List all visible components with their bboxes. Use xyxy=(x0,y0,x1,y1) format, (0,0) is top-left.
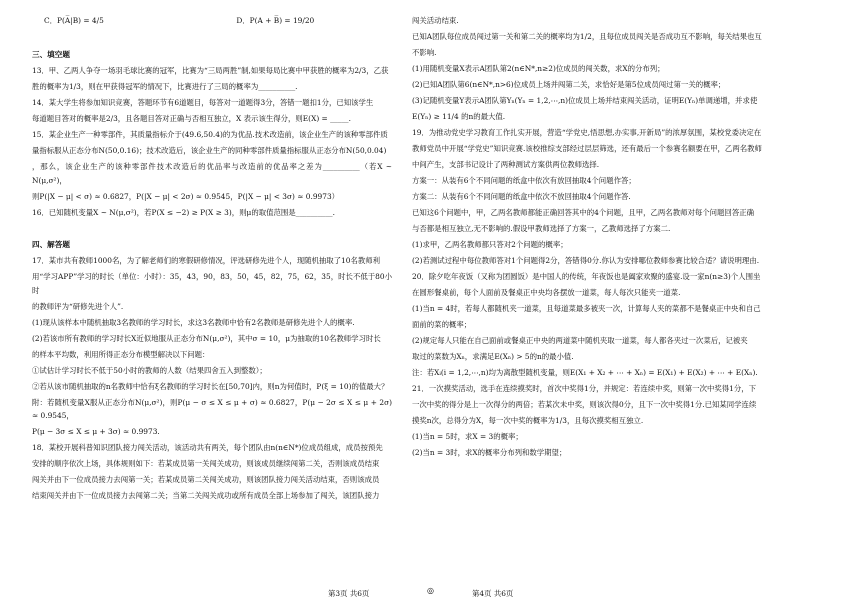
question-15-line-4: 则P(|X − μ| < σ) ≈ 0.6827，P(|X − μ| < 2σ) ≈ 0.9545，P(|X − μ| < 3σ) ≈ 0.9973） xyxy=(32,191,340,201)
question-20-part-1: (1)当n = 4时，若每人都随机夹一道菜，且每道菜最多被夹一次，计算每人夹的菜都不是餐桌正中央和自己 xyxy=(412,304,761,313)
question-18-line-3: 闯关并由下一位成员接力去闯第一关；若某成员第二关闯关成功，则该团队接力闯关活动结束，否则该成员 xyxy=(32,475,380,485)
question-14-line-1: 14．某大学生将参加知识竞赛，答题环节有6道题目，每答对一道题得3分，答错一题扣1分，已知该学生 xyxy=(32,98,374,108)
question-17-line-6: 的样本平均数，利用所得正态分布模型解决以下问题： xyxy=(32,349,210,359)
question-18-line-2: 安排的顺序依次上场，具体规则如下：若某成员第一关闯关成功，则该成员继续闯第二关，否则该成员结束 xyxy=(32,459,380,469)
q18-part-3: (3)记随机变量Y表示A团队第Yₙ(Yₙ = 1,2,⋯,n)位成员上场并结束闯关活动，证明E(Yₙ)单调递增，并求使 xyxy=(412,96,758,105)
left-page-number: 第3页 共6页 xyxy=(328,589,370,598)
option-d: D．P(A + B̅) = 19/20 xyxy=(236,16,315,25)
question-17-sub-1: ①试估计学习时长不低于50小时的教师的人数（结果四舍五入到整数）； xyxy=(32,365,267,375)
question-20-part-2-cont: 取过的菜数为Xₙ，求满足E(Xₙ) > 5的n的最小值. xyxy=(412,352,574,361)
question-21-part-2: (2)当n = 3时，求X的概率分布列和数学期望； xyxy=(412,448,567,457)
question-17-line-2: 用“学习APP”学习的时长（单位：小时）：35，43，90，83，50，45，82，75，62，35，时长不低于80小时 xyxy=(32,272,392,295)
question-13-line-1: 13．甲、乙两人争夺一场羽毛球比赛的冠军，比赛为“三局两胜”制,如果每局比赛中甲获胜的概率为2/3，乙获 xyxy=(32,66,389,76)
question-19-line-2: 教师党员中开展“学党史”知识竞赛.该校推综支部经过层层筛选，还有最后一个参赛名额要在甲，乙两名教师 xyxy=(412,144,762,153)
question-19-line-7: 与否都是相互独立,无不影响的.假设甲教师选择了方案一，乙教师选择了方案二. xyxy=(412,224,671,233)
section-fill-in-heading: 三、填空题 xyxy=(32,50,70,59)
question-21-part-1: (1)当n = 5时，求X = 3的概率； xyxy=(412,432,523,441)
question-20-part-2: (2)规定每人只能在自己面前或餐桌正中央的两道菜中随机夹取一道菜，每人都各夹过一次菜后，记被夹 xyxy=(412,336,748,345)
question-17-line-3: 的教师评为“研修先进个人”. xyxy=(32,301,124,311)
question-19-line-3: 中间产生，支部书记设计了两种测试方案供两位教师选择. xyxy=(412,160,600,169)
q18-part-2: (2)已知A团队第6(n∈N*,n>6)位成员上场并闯第二关，求恰好是第5位成员闯过第一关的概率； xyxy=(412,80,726,89)
question-19-plan-2: 方案二：从装有6个不同问题的纸盒中依次不放回抽取4个问题作答. xyxy=(412,192,631,201)
question-19-line-6: 已知这6个问题中，甲，乙两名教师都能正确回答其中的4个问题，且甲，乙两名教师对每个问题回答正确 xyxy=(412,208,754,217)
question-17-appendix-2: P(μ − 3σ ≤ X ≤ μ + 3σ) ≈ 0.9973. xyxy=(32,427,160,437)
question-20-line-2: 在圆形餐桌前，每个人面前及餐桌正中央均各摆放一道菜，每人每次只能夹一道菜. xyxy=(412,288,681,297)
section-answer-heading: 四、解答题 xyxy=(32,239,70,249)
q18-condition-2: 不影响. xyxy=(412,48,437,57)
question-15-line-1: 15．某企业生产一种零部件，其质量指标介于(49.6,50.4)的为优品.技术改造前，该企业生产的该种零部件质 xyxy=(32,130,388,140)
options-row xyxy=(32,14,392,27)
question-20-line-1: 20．除夕吃年夜饭（又称为团圆饭）是中国人的传统，年夜饭也是阖家欢聚的盛宴.设一家n(n≥3)个人围坐 xyxy=(412,272,761,281)
question-20-note: 注：若Xᵢ(i = 1,2,⋯,n)均为离散型随机变量，则E(X₁ + X₂ + ⋯ + Xₙ) = E(X₁) + E(X₂) + ⋯ + E(Xₙ). xyxy=(412,368,758,377)
question-20-part-1-cont: 面前的菜的概率； xyxy=(412,320,472,329)
question-21-line-1: 21．一次摸奖活动，选手在连续摸奖时，首次中奖得1分，并规定：若连续中奖，则第一次中奖得1分，下 xyxy=(412,384,757,393)
question-17-sub-2: ②若从该市随机抽取的n名教师中恰有ξ名教师的学习时长在[50,70]内，则n为何值时，P(ξ = 10)的值最大？ xyxy=(32,381,389,391)
question-13-line-2: 胜的概率为1/3，则在甲获得冠军的情况下，比赛进行了三局的概率为__________. xyxy=(32,82,298,92)
q18-part-3-cont: E(Yₙ) ≥ 11/4 的n的最大值. xyxy=(412,112,506,121)
question-17-appendix-1: 附：若随机变量X服从正态分布N(μ,σ²)，则P(μ − σ ≤ X ≤ μ + σ) ≈ 0.6827，P(μ − 2σ ≤ X ≤ μ + 2σ) ≈ 0.9545， xyxy=(32,397,392,421)
right-column xyxy=(412,14,822,462)
page-divider-icon: ◎ xyxy=(427,586,434,595)
q18-condition-1: 已知A团队每位成员闯过第一关和第二关的概率均为1/2，且每位成员闯关是否成功互不影响，每关结果也互 xyxy=(412,32,762,41)
question-19-part-1: (1)求甲，乙两名教师都只答对2个问题的概率； xyxy=(412,240,568,249)
question-19-plan-1: 方案一：从装有6个不同问题的纸盒中依次有放回抽取4个问题作答； xyxy=(412,176,636,185)
question-21-line-3: 摸奖n次，总得分为X，每一次中奖的概率为1/3，且每次摸奖相互独立. xyxy=(412,416,644,425)
option-c: C．P(A̅|B) = 4/5 xyxy=(44,16,104,25)
question-18-line-4: 结束闯关并由下一位成员接力去闯第二关；当第二关闯关成功或所有成员全部上场参加了闯关，该团队接力 xyxy=(32,491,380,501)
question-19-part-2: (2)若测试过程中每位教师答对1个问题得2分，答错得0分.你认为安排哪位教师参赛比较合适？请说明理由. xyxy=(412,256,760,265)
question-19-line-1: 19．为推动党史学习教育工作扎实开展，营造“学党史,悟思想,办实事,开新局”的浓厚氛围，某校党委决定在 xyxy=(412,128,762,137)
question-15-line-2: 量指标服从正态分布N(50,0.16)；技术改造后，该企业生产的同种零部件质量指标服从正态分布N(50,0.04) xyxy=(32,146,387,156)
question-17-line-1: 17．某市共有教师1000名，为了解老师们的寒假研修情况，评选研修先进个人，现随机抽取了10名教师利 xyxy=(32,256,381,266)
question-15-line-3: ，那么，该企业生产的该种零部件技术改造后的优品率与改造前的优品率之差为__________（若X ~ N(μ,σ²)， xyxy=(32,162,392,185)
question-21-line-2: 一次中奖的得分是上一次得分的两倍；若某次未中奖，则该次得0分，且下一次中奖得1分.已知某同学连续 xyxy=(412,400,757,409)
left-column xyxy=(32,14,392,505)
q18-part-1: (1)用随机变量X表示A团队第2(n∈N*,n≥2)位成员的闯关数，求X的分布列； xyxy=(412,64,665,73)
q18-continue: 闯关活动结束. xyxy=(412,16,459,25)
question-18-line-1: 18．某校开展科普知识团队接力闯关活动，该活动共有两关，每个团队由n(n∈N*)位成员组成，成员按预先 xyxy=(32,443,383,453)
question-14-line-2: 每道题目答对的概率是2/3，且各题目答对正确与否相互独立，X 表示该生得分，则E(X) = _____. xyxy=(32,114,351,124)
question-17-part-1: (1)现从该样本中随机抽取3名教师的学习时长，求这3名教师中恰有2名教师是研修先进个人的概率. xyxy=(32,317,355,327)
right-page-number: 第4页 共6页 xyxy=(472,589,514,598)
question-16: 16．已知随机变量X ~ N(μ,σ²)，若P(X ≤ −2) ≥ P(X ≥ 3)，则μ的取值范围是__________. xyxy=(32,207,335,217)
question-17-part-2: (2)若该市所有教师的学习时长X近似地服从正态分布N(μ,σ²)，其中σ = 10，μ为抽取的10名教师学习时长 xyxy=(32,333,381,343)
